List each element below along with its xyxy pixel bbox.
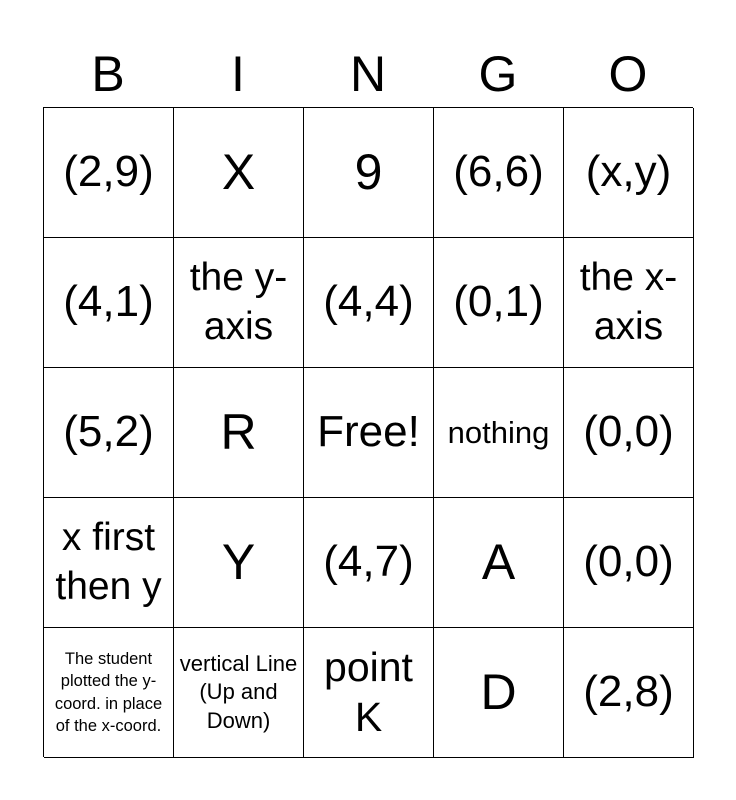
header-letter-g: G [478, 46, 518, 102]
header-letter-b: B [91, 46, 125, 102]
bingo-cell[interactable]: 9 [304, 108, 434, 238]
bingo-cell[interactable]: x first then y [44, 498, 174, 628]
bingo-cell[interactable]: vertical Line (Up and Down) [174, 628, 304, 758]
bingo-cell[interactable]: X [174, 108, 304, 238]
bingo-cell[interactable]: the y-axis [174, 238, 304, 368]
bingo-cell[interactable]: (0,1) [434, 238, 564, 368]
bingo-cell[interactable]: the x-axis [564, 238, 694, 368]
bingo-cell[interactable]: A [434, 498, 564, 628]
bingo-cell[interactable]: R [174, 368, 304, 498]
bingo-cell[interactable]: The student plotted the y-coord. in place of the x-coord. [44, 628, 174, 758]
header-letter-n: N [349, 46, 387, 102]
bingo-cell[interactable]: point K [304, 628, 434, 758]
bingo-cell[interactable]: (4,1) [44, 238, 174, 368]
bingo-board [43, 107, 693, 757]
bingo-cell[interactable]: (4,7) [304, 498, 434, 628]
bingo-cell[interactable]: (0,0) [564, 498, 694, 628]
bingo-header [43, 42, 693, 106]
bingo-cell[interactable]: Y [174, 498, 304, 628]
bingo-cell[interactable]: D [434, 628, 564, 758]
bingo-cell[interactable]: nothing [434, 368, 564, 498]
bingo-cell[interactable]: (2,8) [564, 628, 694, 758]
bingo-cell[interactable]: (6,6) [434, 108, 564, 238]
header-letter-i: I [231, 46, 245, 102]
bingo-cell[interactable]: (2,9) [44, 108, 174, 238]
free-space-cell[interactable]: Free! [304, 368, 434, 498]
bingo-cell[interactable]: (0,0) [564, 368, 694, 498]
bingo-cell[interactable]: (5,2) [44, 368, 174, 498]
header-letter-o: O [608, 46, 648, 102]
bingo-cell[interactable]: (x,y) [564, 108, 694, 238]
bingo-cell[interactable]: (4,4) [304, 238, 434, 368]
